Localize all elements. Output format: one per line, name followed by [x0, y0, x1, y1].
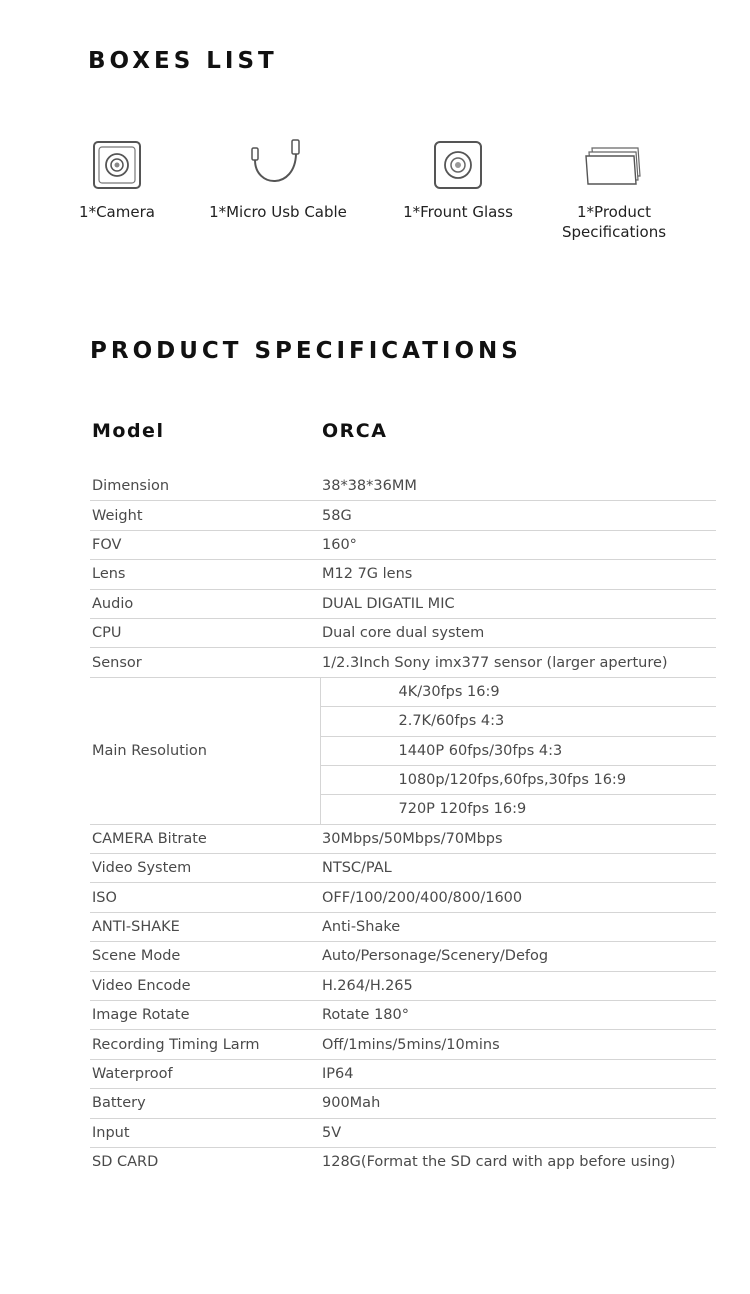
main-resolution-label: Main Resolution: [90, 677, 320, 824]
spec-label: Video Encode: [90, 971, 320, 1000]
specs-table: [90, 412, 716, 1176]
spec-value: IP64: [320, 1059, 716, 1088]
spec-label: CPU: [90, 618, 320, 647]
spec-row: [90, 912, 716, 941]
spec-row: [90, 560, 716, 589]
spec-value: 30Mbps/50Mbps/70Mbps: [320, 824, 716, 853]
resolution-value: 2.7K/60fps 4:3: [320, 707, 716, 736]
camera-icon: [32, 138, 202, 192]
spec-label: Dimension: [90, 472, 320, 501]
spec-row: [90, 1059, 716, 1088]
specs-title: PRODUCT SPECIFICATIONS: [90, 338, 522, 364]
model-row: [90, 412, 716, 472]
box-label-specifications: 1*Product Specifications: [561, 203, 667, 241]
spec-row: [90, 648, 716, 677]
spec-label: CAMERA Bitrate: [90, 824, 320, 853]
usb-cable-icon: [193, 138, 363, 192]
boxes-list-title: BOXES LIST: [88, 48, 278, 74]
spec-row: [90, 971, 716, 1000]
spec-label: ANTI-SHAKE: [90, 912, 320, 941]
box-item-specifications: [529, 138, 699, 242]
spec-row: [90, 942, 716, 971]
front-glass-icon: [373, 138, 543, 192]
spec-row: [90, 1089, 716, 1118]
box-label-front-glass: 1*Frount Glass: [403, 203, 513, 221]
spec-row: [90, 501, 716, 530]
spec-row: [90, 472, 716, 501]
specs-table-body: [90, 412, 716, 1176]
spec-label: ISO: [90, 883, 320, 912]
spec-label: Scene Mode: [90, 942, 320, 971]
spec-value: 160°: [320, 530, 716, 559]
spec-value: 5V: [320, 1118, 716, 1147]
resolution-value: 1080p/120fps,60fps,30fps 16:9: [320, 765, 716, 794]
spec-row: [90, 1030, 716, 1059]
resolution-value: 1440P 60fps/30fps 4:3: [320, 736, 716, 765]
spec-value: Auto/Personage/Scenery/Defog: [320, 942, 716, 971]
spec-label: Battery: [90, 1089, 320, 1118]
box-item-camera: [32, 138, 202, 222]
spec-label: Video System: [90, 854, 320, 883]
spec-row: [90, 854, 716, 883]
spec-label: Input: [90, 1118, 320, 1147]
spec-label: Weight: [90, 501, 320, 530]
box-item-front-glass: [373, 138, 543, 222]
spec-row: [90, 883, 716, 912]
spec-label: Image Rotate: [90, 1001, 320, 1030]
spec-row: [90, 530, 716, 559]
spec-row: [90, 1118, 716, 1147]
resolution-row: [90, 677, 716, 706]
box-label-camera: 1*Camera: [79, 203, 155, 221]
resolution-value: 4K/30fps 16:9: [320, 677, 716, 706]
spec-value: 1/2.3Inch Sony imx377 sensor (larger aperture): [320, 648, 716, 677]
spec-value: Dual core dual system: [320, 618, 716, 647]
spec-value: 128G(Format the SD card with app before using): [322, 1154, 676, 1171]
spec-value: 58G: [320, 501, 716, 530]
spec-label: Recording Timing Larm: [90, 1030, 320, 1059]
spec-value: DUAL DIGATIL MIC: [320, 589, 716, 618]
spec-row: [90, 618, 716, 647]
spec-value: Off/1mins/5mins/10mins: [320, 1030, 716, 1059]
model-label: Model: [92, 420, 165, 442]
spec-value: Rotate 180°: [320, 1001, 716, 1030]
spec-row: [90, 589, 716, 618]
spec-value: Anti-Shake: [320, 912, 716, 941]
spec-value: NTSC/PAL: [320, 854, 716, 883]
model-value: ORCA: [322, 420, 388, 442]
spec-value: M12 7G lens: [320, 560, 716, 589]
spec-label: FOV: [90, 530, 320, 559]
spec-label: Sensor: [90, 648, 320, 677]
box-label-usb-cable: 1*Micro Usb Cable: [209, 203, 347, 221]
spec-value: 38*38*36MM: [320, 472, 716, 501]
box-item-usb-cable: [193, 138, 363, 222]
spec-value: OFF/100/200/400/800/1600: [320, 883, 716, 912]
spec-value: 900Mah: [320, 1089, 716, 1118]
spec-label: Waterproof: [90, 1059, 320, 1088]
spec-row: [90, 824, 716, 853]
spec-value: H.264/H.265: [320, 971, 716, 1000]
spec-row: [90, 1147, 716, 1176]
spec-label: SD CARD: [92, 1154, 159, 1171]
manual-icon: [529, 138, 699, 192]
resolution-value: 720P 120fps 16:9: [320, 795, 716, 824]
spec-row: [90, 1001, 716, 1030]
spec-label: Audio: [90, 589, 320, 618]
spec-label: Lens: [90, 560, 320, 589]
